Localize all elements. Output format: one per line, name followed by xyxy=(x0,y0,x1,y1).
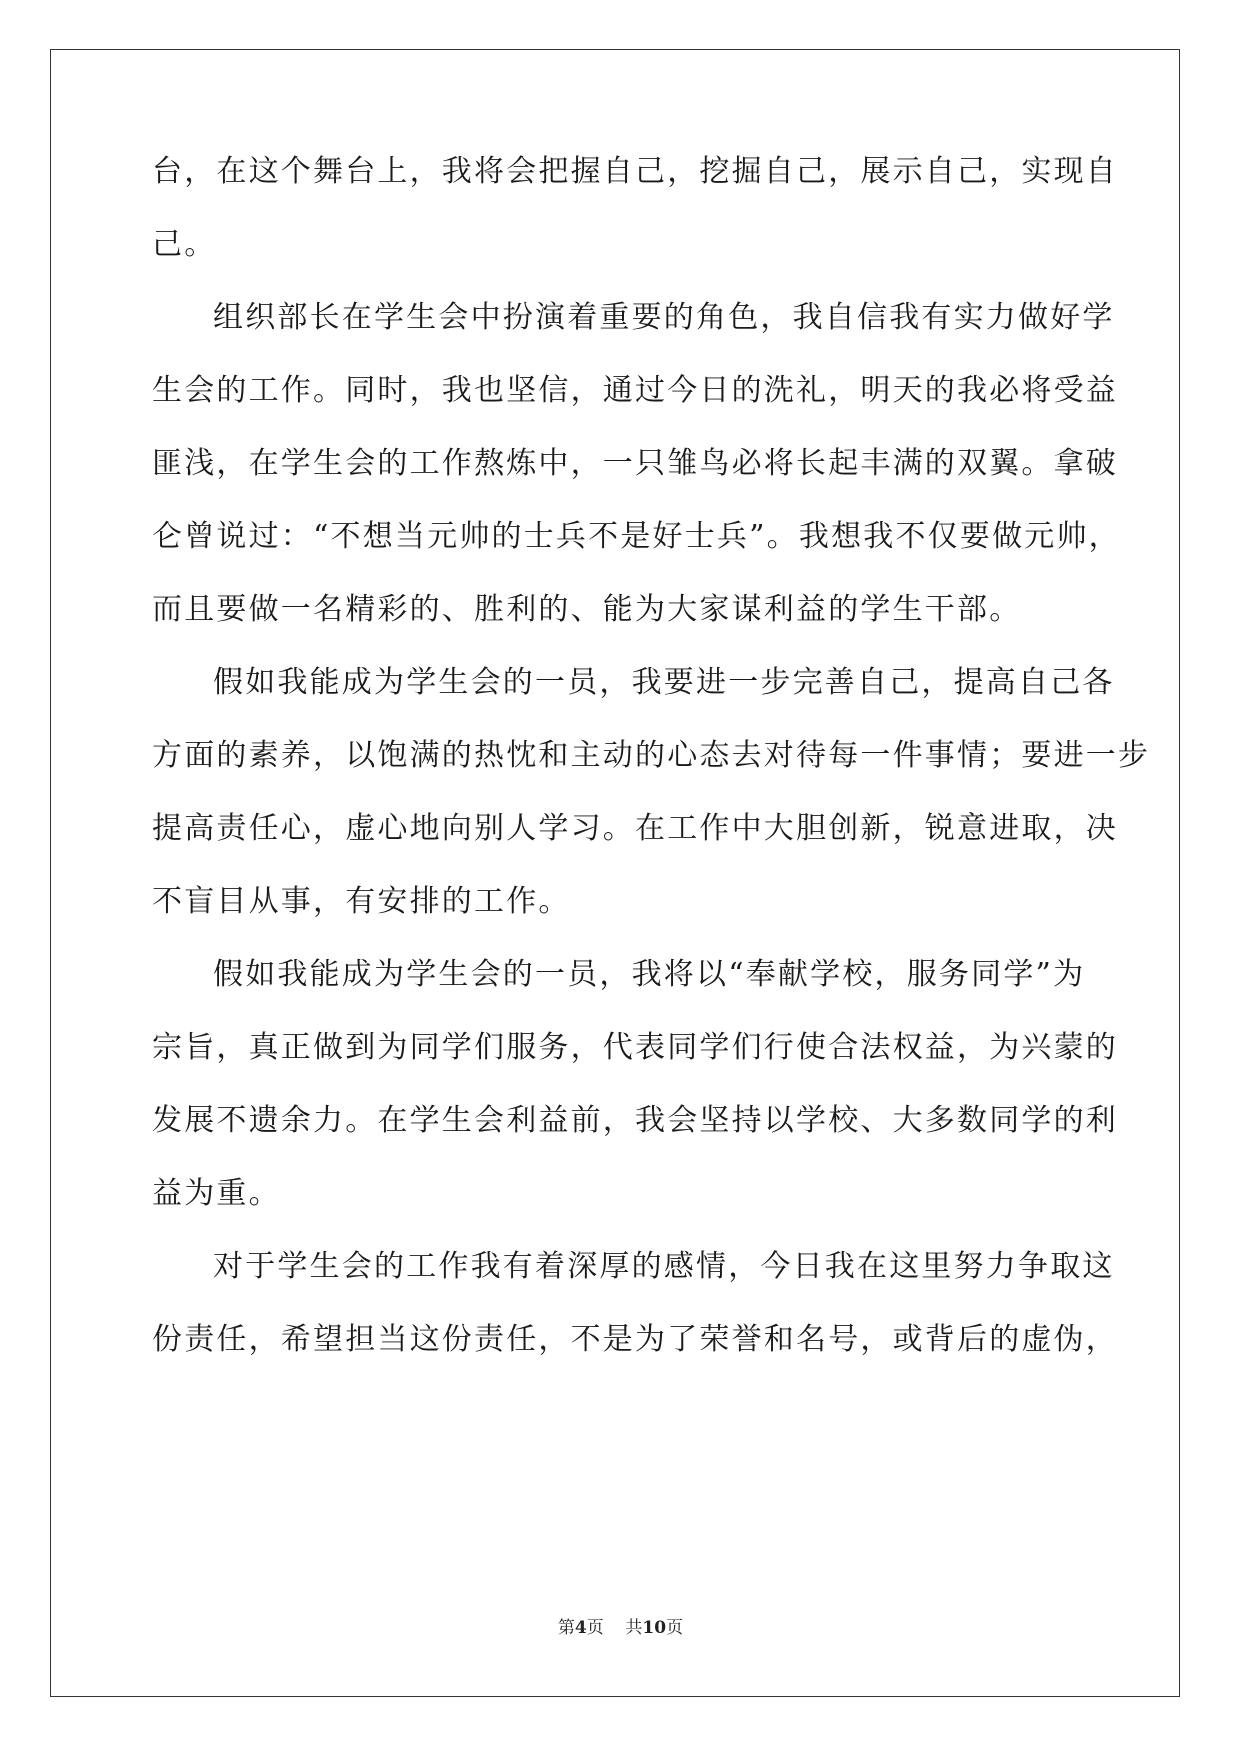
current-page-number: 4 xyxy=(574,1618,587,1638)
page-border xyxy=(50,49,1180,1697)
text-line: 生会的工作。同时，我也坚信，通过今日的洗礼，明天的我必将受益 xyxy=(152,373,1118,408)
paragraph-start-line: 对于学生会的工作我有着深厚的感情，今日我在这里努力争取这 xyxy=(213,1249,1115,1284)
total-pages-prefix: 共 xyxy=(625,1618,643,1638)
text-line: 而且要做一名精彩的、胜利的、能为大家谋利益的学生干部。 xyxy=(152,592,1022,627)
text-line: 提高责任心，虚心地向别人学习。在工作中大胆创新，锐意进取，决 xyxy=(152,811,1118,846)
text-line: 方面的素养，以饱满的热忱和主动的心态去对待每一件事情；要进一步 xyxy=(152,738,1151,773)
paragraph-start-line: 假如我能成为学生会的一员，我将以“奉献学校，服务同学”为 xyxy=(213,957,1086,992)
page-footer xyxy=(0,1617,1241,1639)
text-line: 匪浅，在学生会的工作熬炼中，一只雏鸟必将长起丰满的双翼。拿破 xyxy=(152,446,1118,481)
page-number-prefix: 第 xyxy=(557,1618,575,1638)
text-line: 宗旨，真正做到为同学们服务，代表同学们行使合法权益，为兴蒙的 xyxy=(152,1030,1118,1065)
text-line: 己。 xyxy=(152,227,217,262)
text-line: 仑曾说过：“不想当元帅的士兵不是好士兵”。我想我不仅要做元帅， xyxy=(152,519,1121,554)
text-line: 份责任，希望担当这份责任，不是为了荣誉和名号，或背后的虚伪， xyxy=(152,1322,1118,1357)
total-pages-suffix: 页 xyxy=(666,1618,684,1638)
text-line: 发展不遗余力。在学生会利益前，我会坚持以学校、大多数同学的利 xyxy=(152,1103,1118,1138)
text-line: 台，在这个舞台上，我将会把握自己，挖掘自己，展示自己，实现自 xyxy=(152,154,1118,189)
text-line: 不盲目从事，有安排的工作。 xyxy=(152,884,571,919)
paragraph-start-line: 组织部长在学生会中扮演着重要的角色，我自信我有实力做好学 xyxy=(213,300,1115,335)
page-number-suffix: 页 xyxy=(586,1618,604,1638)
paragraph-start-line: 假如我能成为学生会的一员，我要进一步完善自己，提高自己各 xyxy=(213,665,1115,700)
total-pages-number: 10 xyxy=(642,1618,667,1638)
text-line: 益为重。 xyxy=(152,1176,281,1211)
